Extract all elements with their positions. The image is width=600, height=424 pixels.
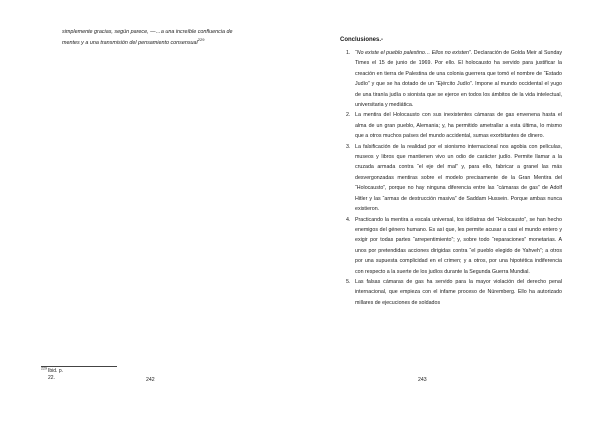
right-page — [300, 0, 600, 424]
item-text: Las falsas cámaras de gas ha servido para la mayor violación del derecho penal internacional, que empieza con el infame proceso de Núremberg. Ello ha autorizado millares de ejecuciones de soldados — [355, 278, 562, 306]
item-number: 1. — [346, 50, 351, 56]
item-text: Practicando la mentira a escala universal, los idólatras del “Holocausto”, se han hecho enemigos del género humano. Es así que, les permite acusar a casi el mundo entero y exigir por todas partes “arrepentimiento”; y, sobre todo “reparaciones” monetarias. A unos por pretendidas acciones dirigidas contra “el pueblo elegido de Yahveh”; a otros por una supuesta complicidad en el crimen; y a otros, por una hipotética indiferencia con respecto a la suerte de los judíos durante la Segunda Guerra Mundial. — [355, 216, 562, 275]
footnote — [41, 368, 81, 382]
item-text: La falsificación de la realidad por el sionismo internacional nos agobia con películas, museos y libros que mantienen vivo un odio de carácter judío. Permite llamar a la cruzada armada contra “el eje del mal” y, para ello, fabricar a granel las más desvergonzadas mentiras sobre el modelo precisamente de la Gran Mentira del “Holocausto”, porque no hay ninguna diferencia entre las “cámaras de gas” de Adolf Hitler y las “armas de destrucción masiva” de Saddam Hussein. Porque ambas nunca existieron. — [355, 143, 562, 213]
footnote-continuation: 22. — [48, 375, 55, 381]
list-item — [340, 48, 562, 110]
item-number: 2. — [346, 112, 351, 119]
item-number: 3. — [346, 143, 351, 150]
list-item — [340, 142, 562, 215]
list-item — [340, 110, 562, 141]
page-number-right: 243 — [418, 377, 427, 383]
item-text: La mentira del Holocausto con sus inexistentes cámaras de gas envenena hasta el alma de un gran pueblo, Alemania; y, ha permitido ametrallar a esta última, lo mismo que a otros muchos países del mundo accidental, sumas exorbitantes de dinero. — [355, 112, 562, 140]
left-text-line-1: simplemente gracias, según parece, —…a una increíble confluencia de — [62, 29, 233, 35]
left-page-text — [62, 27, 274, 48]
item-number: 5. — [346, 278, 351, 285]
page-number-left: 242 — [146, 377, 155, 383]
section-heading: Conclusiones.- — [340, 37, 384, 43]
item-number: 4. — [346, 216, 351, 223]
footnote-text: Ibid. p. — [48, 368, 64, 374]
item-text: Declaración de Golda Meir al Sunday Times el 15 de junio de 1969. Por ello. El holocausto ha servido para justificar la creación en tierra de Palestina de una colonia guerrera que tomó el nombre de “Estado Judío” y que se ha dotado de un “Ejército Judío”. Impone al mundo occidental el yugo de una tiranía judía o sionista que se ejerce en todos los ámbitos de la vida intelectual, universitaria y mediática. — [355, 50, 562, 109]
footnote-marker: 229 — [41, 366, 47, 371]
list-item — [340, 215, 562, 277]
list-item — [340, 277, 562, 308]
footnote-reference: 229 — [197, 36, 205, 42]
item-quote: “No existe el pueblo palestino… Ellos no existen”. — [355, 50, 473, 56]
left-text-line-2: mentes y a una transmisión del pensamiento consensual — [62, 39, 198, 46]
conclusions-list — [340, 48, 562, 308]
footnote-separator — [41, 366, 117, 367]
